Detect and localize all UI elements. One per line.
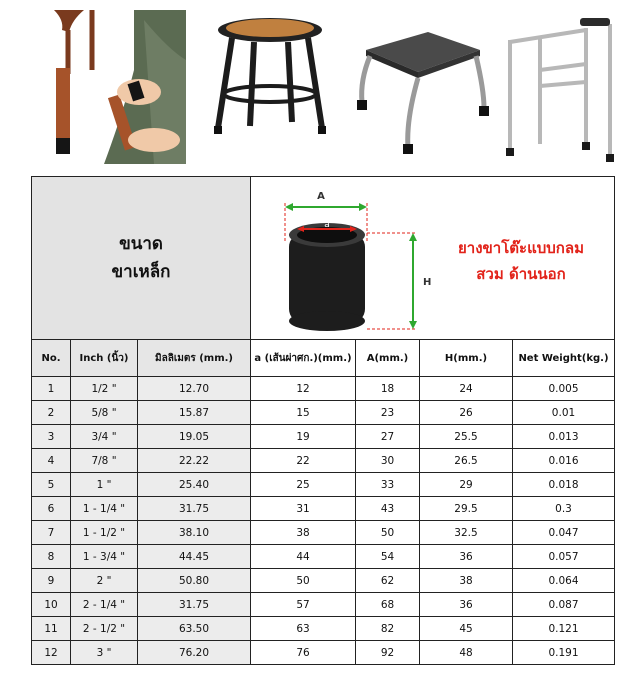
label-H: H xyxy=(423,277,432,288)
cell-mm: 25.40 xyxy=(138,473,251,497)
cell-no: 6 xyxy=(32,497,71,521)
cell-no: 2 xyxy=(32,401,71,425)
cell-outer-A: 23 xyxy=(356,401,420,425)
cell-net-weight: 0.191 xyxy=(513,641,615,665)
cell-net-weight: 0.121 xyxy=(513,617,615,641)
cell-no: 5 xyxy=(32,473,71,497)
column-header-row xyxy=(32,340,615,377)
cell-outer-A: 62 xyxy=(356,569,420,593)
cell-inch: 1 - 3/4 " xyxy=(71,545,138,569)
table-row xyxy=(32,641,615,665)
table-row xyxy=(32,569,615,593)
cell-net-weight: 0.01 xyxy=(513,401,615,425)
cell-net-weight: 0.064 xyxy=(513,569,615,593)
cell-mm: 15.87 xyxy=(138,401,251,425)
cell-height-H: 26 xyxy=(420,401,513,425)
cell-no: 4 xyxy=(32,449,71,473)
cell-inch: 1/2 " xyxy=(71,377,138,401)
cell-inner-diameter: 22 xyxy=(251,449,356,473)
cell-net-weight: 0.047 xyxy=(513,521,615,545)
cell-outer-A: 68 xyxy=(356,593,420,617)
col-header-no: No. xyxy=(32,340,71,377)
cell-height-H: 48 xyxy=(420,641,513,665)
cell-mm: 50.80 xyxy=(138,569,251,593)
cell-inch: 1 - 1/4 " xyxy=(71,497,138,521)
cell-outer-A: 50 xyxy=(356,521,420,545)
cell-outer-A: 33 xyxy=(356,473,420,497)
cell-net-weight: 0.057 xyxy=(513,545,615,569)
cell-no: 7 xyxy=(32,521,71,545)
cell-net-weight: 0.087 xyxy=(513,593,615,617)
cell-outer-A: 82 xyxy=(356,617,420,641)
cell-no: 10 xyxy=(32,593,71,617)
cell-height-H: 36 xyxy=(420,545,513,569)
cell-mm: 31.75 xyxy=(138,593,251,617)
cell-no: 11 xyxy=(32,617,71,641)
col-header-inner-diameter: a (เส้นผ่าศก.)(mm.) xyxy=(251,340,356,377)
label-a: a xyxy=(324,220,330,230)
size-header-cell xyxy=(32,177,251,340)
size-header-line2: ขาเหล็ก xyxy=(111,262,171,282)
cell-inner-diameter: 50 xyxy=(251,569,356,593)
cell-inner-diameter: 25 xyxy=(251,473,356,497)
cell-outer-A: 18 xyxy=(356,377,420,401)
cell-net-weight: 0.013 xyxy=(513,425,615,449)
cell-outer-A: 92 xyxy=(356,641,420,665)
cell-mm: 76.20 xyxy=(138,641,251,665)
cell-no: 3 xyxy=(32,425,71,449)
cell-inner-diameter: 38 xyxy=(251,521,356,545)
photo-walker xyxy=(502,10,616,164)
cell-inner-diameter: 19 xyxy=(251,425,356,449)
cell-inner-diameter: 44 xyxy=(251,545,356,569)
cell-net-weight: 0.016 xyxy=(513,449,615,473)
size-header-line1: ขนาด xyxy=(119,234,163,254)
table-row xyxy=(32,521,615,545)
cell-outer-A: 30 xyxy=(356,449,420,473)
col-header-inch: Inch (นิ้ว) xyxy=(71,340,138,377)
cell-height-H: 26.5 xyxy=(420,449,513,473)
table-row xyxy=(32,425,615,449)
cell-height-H: 36 xyxy=(420,593,513,617)
spec-table xyxy=(31,176,615,665)
table-row xyxy=(32,593,615,617)
label-A: A xyxy=(317,191,325,202)
round-stool-image xyxy=(192,10,338,164)
cell-inch: 3 " xyxy=(71,641,138,665)
cell-inner-diameter: 63 xyxy=(251,617,356,641)
cell-net-weight: 0.3 xyxy=(513,497,615,521)
chair-leg-cap-image xyxy=(44,10,186,164)
table-row xyxy=(32,401,615,425)
table-row xyxy=(32,473,615,497)
cell-net-weight: 0.005 xyxy=(513,377,615,401)
table-row xyxy=(32,449,615,473)
col-header-mm: มิลลิเมตร (mm.) xyxy=(138,340,251,377)
rubber-cap-diagram xyxy=(271,181,441,333)
cell-inner-diameter: 57 xyxy=(251,593,356,617)
cell-mm: 22.22 xyxy=(138,449,251,473)
cell-inch: 2 - 1/4 " xyxy=(71,593,138,617)
table-row xyxy=(32,497,615,521)
table-row xyxy=(32,377,615,401)
cell-height-H: 38 xyxy=(420,569,513,593)
cell-height-H: 29 xyxy=(420,473,513,497)
photo-step-stool xyxy=(346,10,494,164)
cell-inch: 5/8 " xyxy=(71,401,138,425)
cell-inner-diameter: 12 xyxy=(251,377,356,401)
cell-inch: 1 - 1/2 " xyxy=(71,521,138,545)
cell-no: 1 xyxy=(32,377,71,401)
walker-image xyxy=(502,10,616,164)
cell-inch: 7/8 " xyxy=(71,449,138,473)
cell-inner-diameter: 31 xyxy=(251,497,356,521)
cell-no: 12 xyxy=(32,641,71,665)
cell-inner-diameter: 15 xyxy=(251,401,356,425)
spec-table-body xyxy=(32,377,615,665)
cell-mm: 19.05 xyxy=(138,425,251,449)
cell-no: 8 xyxy=(32,545,71,569)
cell-inch: 2 - 1/2 " xyxy=(71,617,138,641)
cell-mm: 63.50 xyxy=(138,617,251,641)
cell-no: 9 xyxy=(32,569,71,593)
cell-inch: 2 " xyxy=(71,569,138,593)
cell-height-H: 45 xyxy=(420,617,513,641)
photo-chair-leg-cap xyxy=(44,10,186,164)
col-header-outer-A: A(mm.) xyxy=(356,340,420,377)
photo-round-stool xyxy=(192,10,338,164)
cell-inch: 3/4 " xyxy=(71,425,138,449)
caption-line1: ยางขาโต๊ะแบบกลม xyxy=(458,239,584,257)
caption-line2: สวม ด้านนอก xyxy=(476,265,566,283)
cell-mm: 31.75 xyxy=(138,497,251,521)
cell-outer-A: 54 xyxy=(356,545,420,569)
cell-height-H: 29.5 xyxy=(420,497,513,521)
product-caption xyxy=(451,235,591,287)
cell-outer-A: 43 xyxy=(356,497,420,521)
cell-net-weight: 0.018 xyxy=(513,473,615,497)
cell-mm: 12.70 xyxy=(138,377,251,401)
product-header-cell xyxy=(251,177,615,340)
cell-mm: 38.10 xyxy=(138,521,251,545)
header-banner-row xyxy=(32,177,615,340)
table-row xyxy=(32,545,615,569)
col-header-height-H: H(mm.) xyxy=(420,340,513,377)
cell-height-H: 25.5 xyxy=(420,425,513,449)
product-photo-strip xyxy=(32,10,616,166)
cell-height-H: 24 xyxy=(420,377,513,401)
cell-height-H: 32.5 xyxy=(420,521,513,545)
step-stool-image xyxy=(346,10,494,164)
table-row xyxy=(32,617,615,641)
col-header-net-weight: Net Weight(kg.) xyxy=(513,340,615,377)
cell-inch: 1 " xyxy=(71,473,138,497)
cell-inner-diameter: 76 xyxy=(251,641,356,665)
cell-mm: 44.45 xyxy=(138,545,251,569)
cell-outer-A: 27 xyxy=(356,425,420,449)
